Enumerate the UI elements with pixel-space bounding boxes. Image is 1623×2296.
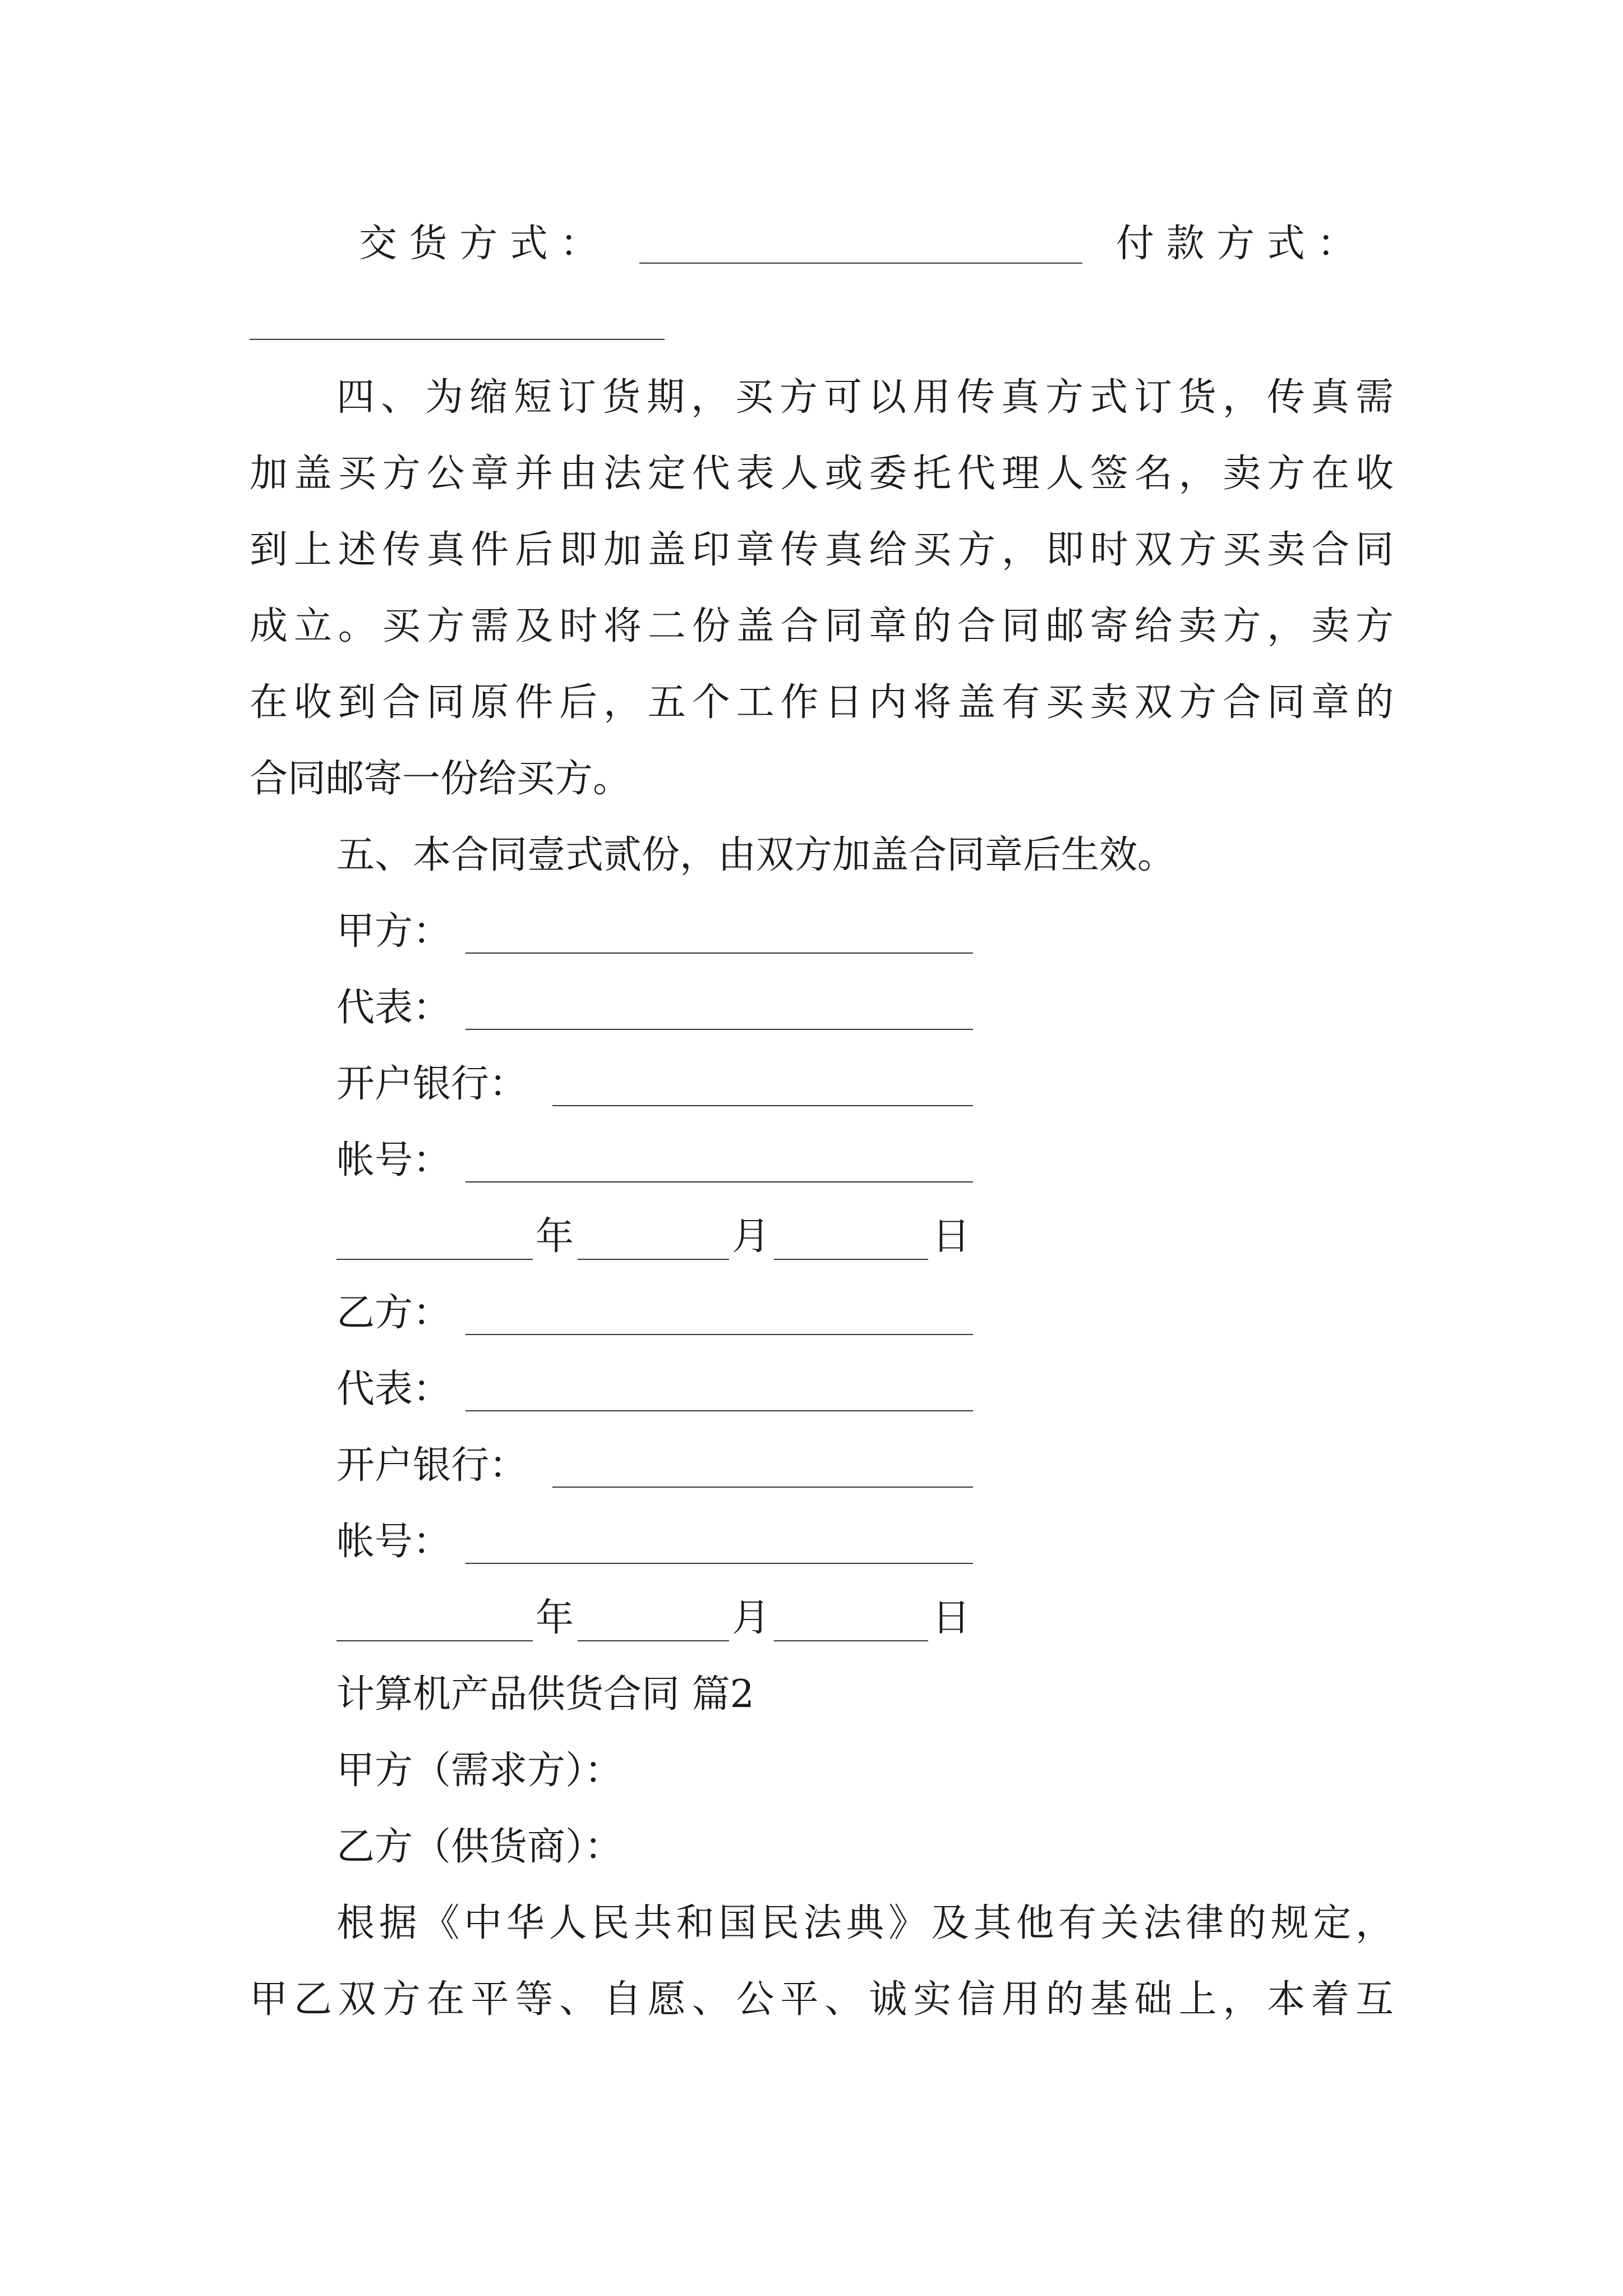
party-b-rep-field[interactable] — [465, 1410, 973, 1411]
party-b-label: 乙方： — [336, 1291, 451, 1335]
party-b-rep-label: 代表： — [336, 1367, 451, 1411]
party-b-year-label: 年 — [536, 1596, 574, 1640]
delivery-method-blank[interactable] — [639, 263, 1082, 264]
section-2-intro-line-2: 甲乙双方在平等、自愿、公平、诚实信用的基础上，本着互 — [250, 1977, 1394, 2022]
party-a-month-label: 月 — [732, 1214, 771, 1259]
party-a-year-field[interactable] — [336, 1259, 533, 1260]
party-b-account-field[interactable] — [465, 1563, 973, 1564]
party-a-label: 甲方： — [336, 909, 451, 954]
party-a-day-field[interactable] — [774, 1259, 928, 1260]
party-b-month-field[interactable] — [578, 1640, 729, 1641]
section-2-supplier: 乙方（供货商）： — [336, 1825, 623, 1869]
party-a-field[interactable] — [465, 953, 973, 954]
paragraph-5: 五、本合同壹式贰份，由双方加盖合同章后生效。 — [336, 833, 1176, 877]
section-2-intro-line-1: 根据《中华人民共和国民法典》及其他有关法律的规定， — [336, 1901, 1394, 1945]
payment-method-blank[interactable] — [250, 339, 665, 340]
paragraph-4-line-1: 四、为缩短订货期，买方可以用传真方式订货，传真需 — [336, 375, 1394, 420]
party-b-account-label: 帐号： — [336, 1520, 451, 1564]
delivery-method-text: 交 货 方 式 ： — [359, 222, 598, 266]
section-2-buyer: 甲方（需求方）： — [336, 1749, 623, 1793]
paragraph-4-line-2: 加盖买方公章并由法定代表人或委托代理人签名，卖方在收 — [250, 452, 1394, 496]
party-b-year-field[interactable] — [336, 1640, 533, 1641]
party-a-bank-label: 开户银行： — [336, 1062, 528, 1106]
party-a-day-label: 日 — [932, 1214, 971, 1259]
party-b-bank-label: 开户银行： — [336, 1443, 528, 1488]
party-b-month-label: 月 — [732, 1596, 771, 1640]
party-a-bank-field[interactable] — [552, 1105, 973, 1106]
payment-method-label — [1116, 219, 1355, 269]
party-a-account-field[interactable] — [465, 1181, 973, 1182]
party-a-account-label: 帐号： — [336, 1138, 451, 1182]
party-a-month-field[interactable] — [578, 1259, 729, 1260]
payment-method-text: 付 款 方 式 ： — [1116, 222, 1355, 266]
party-b-day-label: 日 — [932, 1596, 971, 1640]
party-a-year-label: 年 — [536, 1214, 574, 1259]
party-b-bank-field[interactable] — [552, 1487, 973, 1488]
party-a-rep-field[interactable] — [465, 1029, 973, 1030]
party-b-field[interactable] — [465, 1334, 973, 1335]
paragraph-4-line-3: 到上述传真件后即加盖印章传真给买方，即时双方买卖合同 — [250, 528, 1394, 572]
paragraph-4-line-5: 在收到合同原件后，五个工作日内将盖有买卖双方合同章的 — [250, 680, 1394, 725]
delivery-method-label — [359, 219, 598, 269]
paragraph-4-line-4: 成立。买方需及时将二份盖合同章的合同邮寄给卖方，卖方 — [250, 604, 1394, 648]
section-2-title: 计算机产品供货合同 篇2 — [336, 1672, 754, 1717]
paragraph-4-line-6: 合同邮寄一份给买方。 — [250, 757, 631, 801]
party-b-day-field[interactable] — [774, 1640, 928, 1641]
party-a-rep-label: 代表： — [336, 986, 451, 1030]
